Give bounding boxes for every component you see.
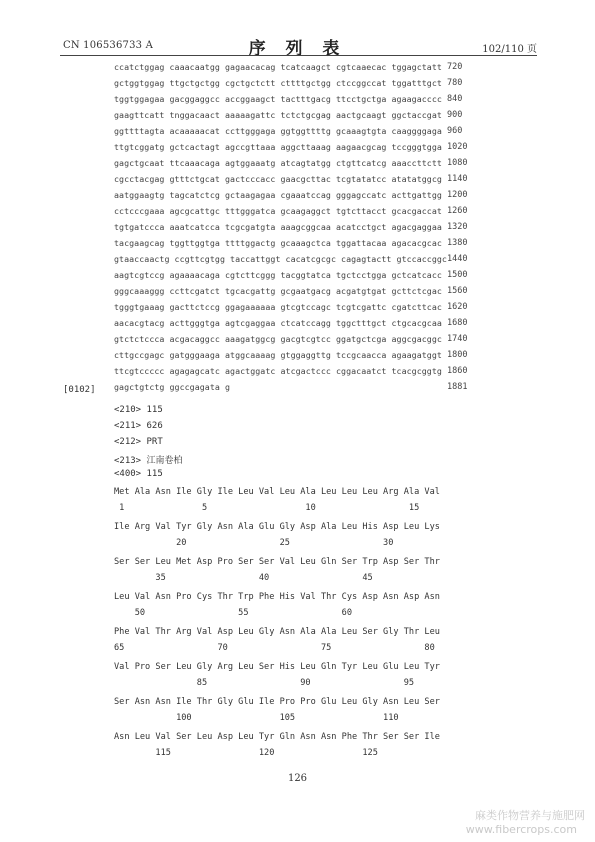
header-divider [60, 55, 537, 56]
sequence-position: 1380 [447, 238, 468, 248]
sequence-position: 900 [447, 110, 463, 120]
residue-line: Ile Arg Val Tyr Gly Asn Ala Glu Gly Asp Ala Leu His Asp Leu Lys [114, 522, 440, 532]
sequence-position: 840 [447, 94, 463, 104]
sequence-line: tgtgatccca aaatcatcca tcgcgatgta aaagcggcaa acatcctgct agacgaggaa [114, 222, 442, 232]
sequence-line: ttgtcggatg gctcactagt agccgttaaa aggcttaaag aagaacgcag tccgggtgga [114, 142, 442, 152]
residue-index-line: 50 55 60 [114, 608, 352, 618]
residue-index-line: 65 70 75 80 [114, 643, 435, 653]
tag-seq-id: <210> 115 [114, 405, 163, 415]
residue-line: Leu Val Asn Pro Cys Thr Trp Phe His Val Thr Cys Asp Asn Asp Asn [114, 592, 440, 602]
sequence-line: ggttttagta acaaaaacat ccttgggaga ggtggttttg gcaaagtgta caaggggaga [114, 126, 442, 136]
watermark-url: www.fibercrops.com [465, 823, 577, 836]
sequence-line: gaagttcatt tnggacaact aaaaagattc tctctgcgag aactgcaagt ggctaccgat [114, 110, 442, 120]
residue-line: Val Pro Ser Leu Gly Arg Leu Ser His Leu Gln Tyr Leu Glu Leu Tyr [114, 662, 440, 672]
watermark-site-name: 麻类作物营养与施肥网 [475, 809, 585, 822]
residue-index-line: 35 40 45 [114, 573, 373, 583]
sequence-position: 1881 [447, 382, 468, 392]
residue-index-line: 100 105 110 [114, 713, 399, 723]
residue-line: Phe Val Thr Arg Val Asp Leu Gly Asn Ala Ala Leu Ser Gly Thr Leu [114, 627, 440, 637]
sequence-line: tggtggagaa gacggaggcc accggaagct tactttgacg ttcctgctga agaagacccc [114, 94, 442, 104]
residue-line: Met Ala Asn Ile Gly Ile Leu Val Leu Ala Leu Leu Leu Arg Ala Val [114, 487, 440, 497]
sequence-position: 1080 [447, 158, 468, 168]
sequence-line: gagctgtctg ggccgagata g [114, 382, 231, 392]
sequence-position: 1620 [447, 302, 468, 312]
sequence-line: aagtcgtccg agaaaacaga cgtcttcggg tacggtatca tgctcctgga gctcatcacc [114, 270, 442, 280]
paragraph-marker: [0102] [63, 385, 96, 395]
sequence-line: gggcaaaggg ccttcgatct tgcacgattg gcgaatgacg acgatgtgat gcttctcgac [114, 286, 442, 296]
sequence-position: 1500 [447, 270, 468, 280]
sequence-position: 1320 [447, 222, 468, 232]
residue-line: Ser Asn Asn Ile Thr Gly Glu Ile Pro Pro Glu Leu Gly Asn Leu Ser [114, 697, 440, 707]
residue-index-line: 1 5 10 15 [114, 503, 420, 513]
sequence-line: gtaaccaactg ccgttcgtgg taccattggt cacatcgcgc cagagtactt gtccaccggc [114, 254, 447, 264]
sequence-line: tgggtgaaag gacttctccg ggagaaaaaa gtcgtccagc tcgtcgattc cgatcttcac [114, 302, 442, 312]
sequence-line: gagctgcaat ttcaaacaga agtggaaatg atcagtatgg ctgttcatcg aaaccttctt [114, 158, 442, 168]
sequence-line: cttgccgagc gatgggaaga atggcaaaag gtggaggttg tccgcaacca agaagatggt [114, 350, 442, 360]
tag-sequence: <400> 115 [114, 469, 163, 479]
page-number: 126 [287, 773, 308, 784]
sequence-line: ttcgtccccc agagagcatc agactggatc atcgactccc cggacaatct tcacgcggtg [114, 366, 442, 376]
residue-index-line: 115 120 125 [114, 748, 378, 758]
sequence-position: 1200 [447, 190, 468, 200]
sequence-line: gctggtggag ttgctgctgg cgctgctctt cttttgctgg ctccggccat tggatttgct [114, 78, 442, 88]
sequence-position: 1020 [447, 142, 468, 152]
page-title: 序 列 表 [248, 39, 347, 59]
sequence-line: ccatctggag caaacaatgg gagaacacag tcatcaagct cgtcaaecac tggagctatt [114, 62, 442, 72]
sequence-position: 1740 [447, 334, 468, 344]
tag-type: <212> PRT [114, 437, 163, 447]
sequence-position: 1440 [447, 254, 468, 264]
sequence-position: 1140 [447, 174, 468, 184]
sequence-position: 1860 [447, 366, 468, 376]
sequence-line: cgcctacgag gtttctgcat gactcccacc gaacgcttac tcgtatatcc atatatggcg [114, 174, 442, 184]
sequence-position: 1260 [447, 206, 468, 216]
tag-organism: <213> 江南卷柏 [114, 456, 183, 466]
sequence-line: aatggaagtg tagcatctcg gctaagagaa cgaaatccag gggagccatc acttgattgg [114, 190, 442, 200]
residue-line: Asn Leu Val Ser Leu Asp Leu Tyr Gln Asn Asn Phe Thr Ser Ser Ile [114, 732, 440, 742]
residue-index-line: 85 90 95 [114, 678, 415, 688]
sequence-line: gtctctccca acgacaggcc aaagatggcg gacgtcgtcc ggatgctcga aggcgacggc [114, 334, 442, 344]
sequence-position: 1560 [447, 286, 468, 296]
residue-line: Ser Ser Leu Met Asp Pro Ser Ser Val Leu Gln Ser Trp Asp Ser Thr [114, 557, 440, 567]
sequence-line: aacacgtacg acttgggtga agtcgaggaa ctcatccagg tggctttgct ctgcacgcaa [114, 318, 442, 328]
sequence-position: 960 [447, 126, 463, 136]
tag-length: <211> 626 [114, 421, 163, 431]
sequence-position: 1680 [447, 318, 468, 328]
patent-number: CN 106536733 A [63, 40, 154, 51]
residue-index-line: 20 25 30 [114, 538, 394, 548]
sequence-line: tacgaagcag tggttggtga ttttggactg gcaaagctca tggattacaa agacacgcac [114, 238, 442, 248]
page-indicator: 102/110 页 [482, 44, 537, 55]
sequence-line: cctcccgaaa agcgcattgc tttgggatca gcaagaggct tgtcttacct gcacgaccat [114, 206, 442, 216]
sequence-position: 1800 [447, 350, 468, 360]
sequence-position: 780 [447, 78, 463, 88]
sequence-position: 720 [447, 62, 463, 72]
